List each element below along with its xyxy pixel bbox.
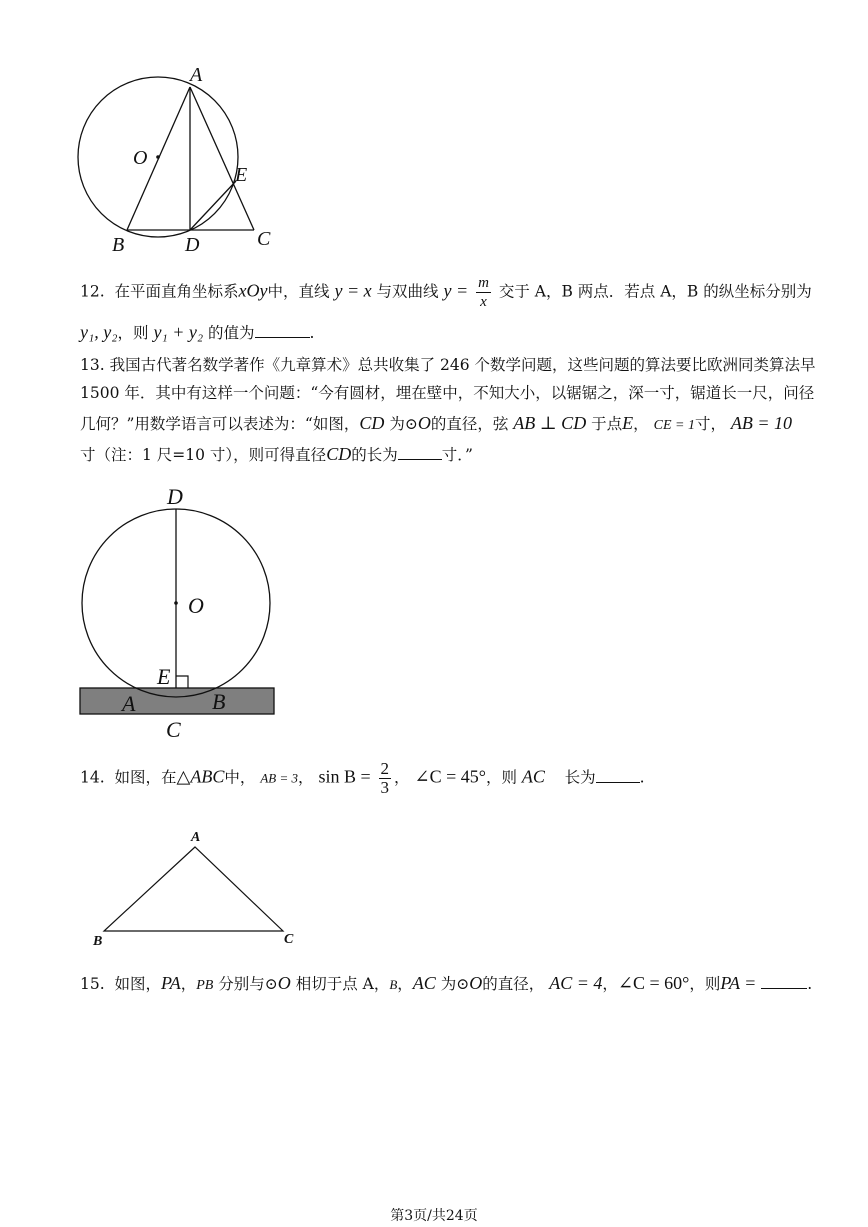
- q13-line3: 几何？”用数学语言可以表述为：“如图，CD 为⊙O的直径，弦 AB ⊥ CD 于点E， CE = 1寸， AB = 10: [80, 413, 793, 433]
- center-dot: [174, 601, 178, 605]
- label-b: B: [112, 234, 125, 255]
- right-angle-mark: [176, 676, 188, 688]
- answer-blank[interactable]: [596, 768, 640, 783]
- label-o: O: [188, 593, 204, 618]
- label-b: B: [93, 934, 103, 949]
- q13-line4: 寸（注：1 尺=10 寸），则可得直径CD的长为 寸．”: [80, 444, 473, 464]
- figure-q14: [85, 825, 305, 950]
- answer-blank[interactable]: [398, 445, 442, 460]
- wall-block: [80, 688, 274, 714]
- label-b: B: [212, 689, 226, 714]
- fraction-2-over-3: $\frac{2}{3}$: [380, 759, 390, 797]
- center-dot: [156, 155, 160, 159]
- label-a: A: [191, 830, 201, 845]
- figure-q11: [70, 60, 290, 255]
- label-a: A: [122, 691, 136, 716]
- label-a: A: [190, 64, 203, 86]
- fraction-m-over-x: $\frac{m}{x}$: [478, 275, 489, 310]
- q13-line1: 13. 我国古代著名数学著作《九章算术》总共收集了 246 个数学问题，这些问题的算法要比欧洲同类算法早: [80, 356, 816, 374]
- q13-line2: 1500 年．其中有这样一个问题：“今有圆材，埋在壁中，不知大小，以锯锯之，深一寸，锯道长一尺，问径: [80, 384, 815, 402]
- label-e: E: [235, 164, 248, 186]
- label-c: C: [257, 228, 271, 250]
- answer-blank[interactable]: [255, 323, 310, 338]
- answer-blank[interactable]: [761, 974, 807, 989]
- q12-line1: 12. 在平面直角坐标系xOy中，直线 y = x 与双曲线 y = $\frac{m}{x}$ 交于 A，B 两点．若点 A，B 的纵坐标分别为: [80, 275, 812, 310]
- label-d: D: [185, 234, 200, 255]
- label-c: C: [284, 932, 294, 947]
- label-c: C: [166, 717, 181, 742]
- segment-de: [190, 181, 236, 230]
- q14-line: 14. 如图，在△ABC中， AB = 3， sin B = $\frac{2}{3}$ ， ∠C = 45°，则 AC 长为 .: [80, 759, 645, 797]
- q12-line2: y₁, y₂，则 y₁ + y₂ 的值为 .: [80, 322, 315, 342]
- label-e: E: [157, 664, 171, 689]
- figure-q13: [72, 482, 287, 747]
- q15-line: 15. 如图，PA，PB 分别与⊙O 相切于点 A，B，AC 为⊙O的直径， AC = 4，∠C = 60°，则PA = .: [80, 973, 813, 993]
- page-footer: 第3页/共24页: [390, 1208, 478, 1224]
- triangle-abc: [104, 847, 283, 931]
- label-o: O: [133, 147, 148, 169]
- label-d: D: [167, 484, 183, 509]
